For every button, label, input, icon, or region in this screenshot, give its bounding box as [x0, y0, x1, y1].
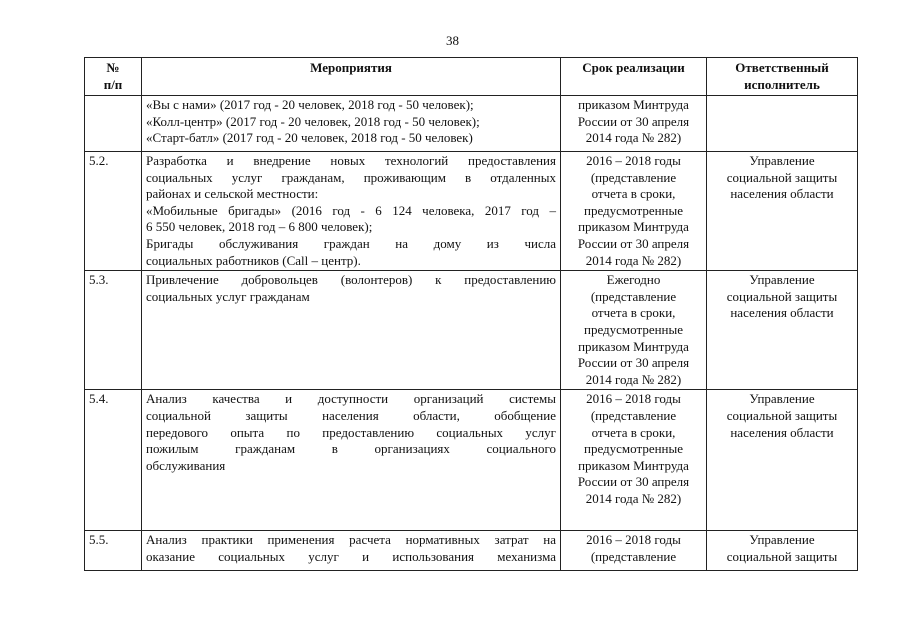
table-header-row — [85, 58, 858, 96]
row-activity: Анализ практики применения расчета нормативных затрат на оказание социальных услуг и использования механизма — [142, 531, 561, 571]
page-number: 38 — [446, 33, 459, 48]
row-deadline: 2016 – 2018 годы (представление отчета в сроки, предусмотренные приказом Минтруда России от 30 апреля 2014 года № 282) — [561, 390, 707, 531]
row-executor — [707, 96, 858, 152]
header-activities: Мероприятия — [142, 58, 561, 96]
table-row — [85, 271, 858, 390]
row-executor: Управление социальной защиты — [707, 531, 858, 571]
row-activity: Разработка и внедрение новых технологий предоставления социальных услуг гражданам, проживающим в отдаленных районах и сельской местности: «Мобильные бригады» (2016 год - 6 124 человека, 2017 год – 6 550 человек, 2018 год – 6 800 человек); Бригады обслуживания граждан на дому из числа социальных работников (Call – центр). — [142, 152, 561, 271]
row-deadline: 2016 – 2018 годы (представление отчета в сроки, предусмотренные приказом Минтруда России от 30 апреля 2014 года № 282) — [561, 152, 707, 271]
header-deadline: Срок реализации — [561, 58, 707, 96]
row-number — [85, 96, 142, 152]
activities-table — [84, 57, 858, 571]
table-row — [85, 96, 858, 152]
row-executor: Управление социальной защиты населения области — [707, 390, 858, 531]
row-executor: Управление социальной защиты населения области — [707, 152, 858, 271]
row-number: 5.2. — [85, 152, 142, 271]
header-executor: Ответственный исполнитель — [707, 58, 858, 96]
table-row — [85, 390, 858, 531]
row-deadline: приказом Минтруда России от 30 апреля 2014 года № 282) — [561, 96, 707, 152]
row-activity: Привлечение добровольцев (волонтеров) к предоставлению социальных услуг гражданам — [142, 271, 561, 390]
row-deadline: Ежегодно (представление отчета в сроки, предусмотренные приказом Минтруда России от 30 апреля 2014 года № 282) — [561, 271, 707, 390]
row-executor: Управление социальной защиты населения области — [707, 271, 858, 390]
row-number: 5.5. — [85, 531, 142, 571]
header-number: № п/п — [85, 58, 142, 96]
row-number: 5.3. — [85, 271, 142, 390]
table-row — [85, 531, 858, 571]
table-row — [85, 152, 858, 271]
row-number: 5.4. — [85, 390, 142, 531]
row-activity: Анализ качества и доступности организаций системы социальной защиты населения области, обобщение передового опыта по предоставлению социальных услуг пожилым гражданам в организациях социального обслуживания — [142, 390, 561, 531]
row-deadline: 2016 – 2018 годы (представление — [561, 531, 707, 571]
row-activity: «Вы с нами» (2017 год - 20 человек, 2018 год - 50 человек); «Колл-центр» (2017 год - 20 человек, 2018 год - 50 человек); «Старт-батл» (2017 год - 20 человек, 2018 год - 50 человек) — [142, 96, 561, 152]
